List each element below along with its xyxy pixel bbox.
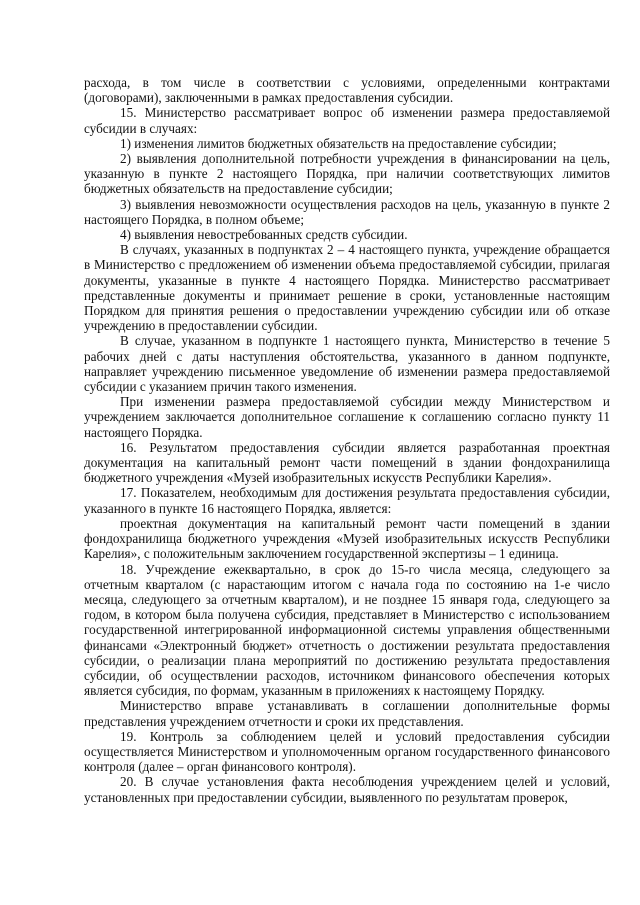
paragraph: 19. Контроль за соблюдением целей и условий предоставления субсидии осуществляется Министерством и уполномоченным органом государственного финансового контроля (далее – орган финансового контроля). — [84, 728, 610, 775]
paragraph: 20. В случае установления факта несоблюдения учреждением целей и условий, установленных при предоставлении субсидии, выявленного по результатам проверок, — [84, 774, 610, 805]
paragraph: 1) изменения лимитов бюджетных обязательств на предоставление субсидии; — [120, 135, 557, 151]
paragraph: 2) выявления дополнительной потребности учреждения в финансировании на цель, указанную в пункте 2 настоящего Порядка, при наличии соответствующих лимитов бюджетных обязательств на предоставление субсидии; — [84, 151, 610, 197]
paragraph: Министерство вправе устанавливать в соглашении дополнительные формы представления учреждением отчетности и сроки их представления. — [84, 698, 610, 729]
paragraph: проектная документация на капитальный ремонт части помещений в здании фондохранилища бюджетного учреждения «Музей изобразительных искусств Республики Карелия», с положительным заключением государственной экспертизы – 1 единица. — [84, 515, 610, 562]
paragraph: 15. Министерство рассматривает вопрос об изменении размера предоставляемой субсидии в случаях: — [84, 105, 610, 136]
paragraph: расхода, в том числе в соответствии с условиями, определенными контрактами (договорами), заключенными в рамках предоставления субсидии. — [84, 75, 610, 106]
paragraph: При изменении размера предоставляемой субсидии между Министерством и учреждением заключается дополнительное соглашение к соглашению согласно пункту 11 настоящего Порядка. — [84, 394, 610, 440]
paragraph: 4) выявления невостребованных средств субсидии. — [120, 227, 408, 243]
paragraph: 3) выявления невозможности осуществления расходов на цель, указанную в пункте 2 настоящего Порядка, в полном объеме; — [84, 196, 610, 227]
paragraph: В случае, указанном в подпункте 1 настоящего пункта, Министерство в течение 5 рабочих дней с даты наступления обстоятельства, указанного в данном подпункте, направляет учреждению письменное уведомление об изменении размера предоставляемой субсидии с указанием причин такого изменения. — [84, 333, 610, 395]
paragraph: В случаях, указанных в подпунктах 2 – 4 настоящего пункта, учреждение обращается в Министерство с предложением об изменении объема предоставляемой субсидии, прилагая документы, указанные в пункте 4 настоящего Порядка. Министерство рассматривает представленные документы и принимает решение в сроки, установленные настоящим Порядком для принятия решения о предоставлении учреждению субсидии или об отказе учреждению в предоставлении субсидии. — [84, 242, 610, 334]
document-body — [84, 75, 610, 805]
paragraph: 17. Показателем, необходимым для достижения результата предоставления субсидии, указанного в пункте 16 настоящего Порядка, является: — [84, 485, 610, 516]
paragraph: 18. Учреждение ежеквартально, в срок до 15-го числа месяца, следующего за отчетным кварталом (с нарастающим итогом с начала года по состоянию на 1-е число месяца, следующего за отчетным кварталом), и не позднее 15 января года, следующего за годом, в котором была получена субсидия, представляет в Министерство с использованием государственной интегрированной информационной системы управления общественными финансами «Электронный бюджет» отчетность о достижении результата предоставления субсидии, о реализации плана мероприятий по достижению результата предоставления субсидии, об осуществлении расходов, источником финансового обеспечения которых является субсидия, по формам, указанным в приложениях к настоящему Порядку. — [84, 561, 610, 699]
paragraph: 16. Результатом предоставления субсидии является разработанная проектная документация на капитальный ремонт части помещений в здании фондохранилища бюджетного учреждения «Музей изобразительных искусств Республики Карелия». — [84, 439, 610, 486]
